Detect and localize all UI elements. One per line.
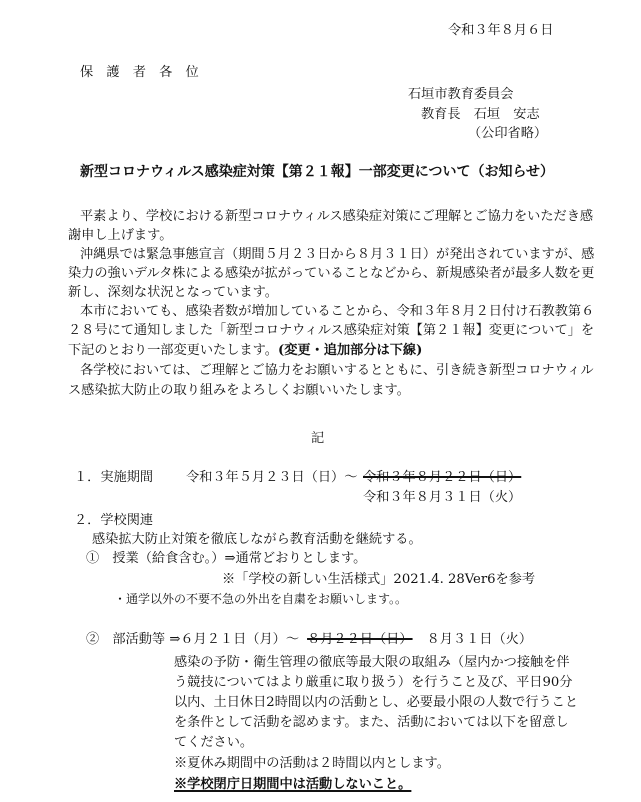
item2-note-summer: ※夏休み期間中の活動は２時間以内とします。 <box>174 756 450 771</box>
section2-intro: 感染拡大防止対策を徹底しながら教育活動を継続する。 <box>92 532 422 547</box>
paragraph-line: 新し、深刻な状況となっています。 <box>68 285 278 300</box>
old-period-end: 令和３年８月２２日（日） <box>363 470 522 485</box>
item1-classes: ① 授業（給食含む。）⇒通常どおりとします。 <box>86 551 367 566</box>
new-period-end: 令和３年８月３１日（火） <box>363 490 522 505</box>
change-note: (変更・追加部分は下線) <box>277 343 423 358</box>
document-title: 新型コロナウィルス感染症対策【第２１報】一部変更について（お知らせ） <box>80 164 555 180</box>
item2-text-line: う競技についてはより厳重に取り扱う）を行うこと及び、平日90分 <box>174 675 573 690</box>
item2-text-line: を条件として活動を認めます。また、活動においては以下を留意し <box>174 715 569 730</box>
paragraph-line: 各学校においては、ご理解とご協力をお願いするとともに、引き続き新型コロナウィル <box>80 363 594 378</box>
item2-club-activities <box>86 630 532 649</box>
paragraph-line: ２８号にて通知しました「新型コロナウィルス感染症対策【第２１報】変更について」を <box>68 323 595 338</box>
paragraph-line: 謝申し上げます。 <box>68 228 173 243</box>
item2-prefix: ② 部活動等 ⇒６月２１日（月）～ <box>86 632 300 647</box>
paragraph-line-with-note <box>68 341 422 360</box>
item2-old-end: ８月２２日（日） <box>307 632 413 647</box>
recipient: 保 護 者 各 位 <box>80 65 199 80</box>
paragraph-line: 染力の強いデルタ株による感染が拡がっていることなどから、新規感染者が最多人数を更 <box>68 266 595 281</box>
issuer-name: 教育長 石垣 安志 <box>421 107 540 122</box>
item2-text-line: 感染の予防・衛生管理の徹底等最大限の取組み（屋内かつ接触を伴 <box>174 655 570 670</box>
paragraph-line: 平素より、学校における新型コロナウィルス感染症対策にご理解とご協力をいただき感 <box>80 209 594 224</box>
paragraph-line: ス感染拡大防止の取り組みをよろしくお願いいたします。 <box>68 383 410 398</box>
item2-text-line: 以内、土日休日2時間以内の活動とし、必要最小限の人数で行うこと <box>174 695 579 710</box>
item2-new-end: ８月３１日（火） <box>426 632 533 647</box>
item2-text-line: てください。 <box>174 735 254 750</box>
period-start: 令和３年５月２３日（日）～ <box>186 470 358 485</box>
item1-bullet: ・通学以外の不要不急の外出を自粛をお願いします。。 <box>114 592 408 606</box>
paragraph-line: 沖縄県では緊急事態宣言（期間５月２３日から８月３１日）が発出されていますが、感 <box>80 247 595 262</box>
section1-label: １．実施期間 <box>74 470 154 485</box>
item2-note-closure: ※学校閉庁日期間中は活動しないこと。 <box>174 777 412 792</box>
paragraph-text: 下記のとおり一部変更いたします。 <box>68 343 278 358</box>
issuer-organization: 石垣市教育委員会 <box>408 87 514 102</box>
issue-date: 令和３年８月６日 <box>448 23 554 38</box>
paragraph-line: 本市においても、感染者数が増加していることから、令和３年８月２日付け石教教第６ <box>80 304 595 319</box>
item1-note: ※「学校の新しい生活様式」2021.4. 28Ver6を参考 <box>222 572 536 587</box>
seal-note: （公印省略） <box>468 126 548 141</box>
section2-label: ２．学校関連 <box>74 513 154 528</box>
ki-heading: 記 <box>311 431 325 446</box>
